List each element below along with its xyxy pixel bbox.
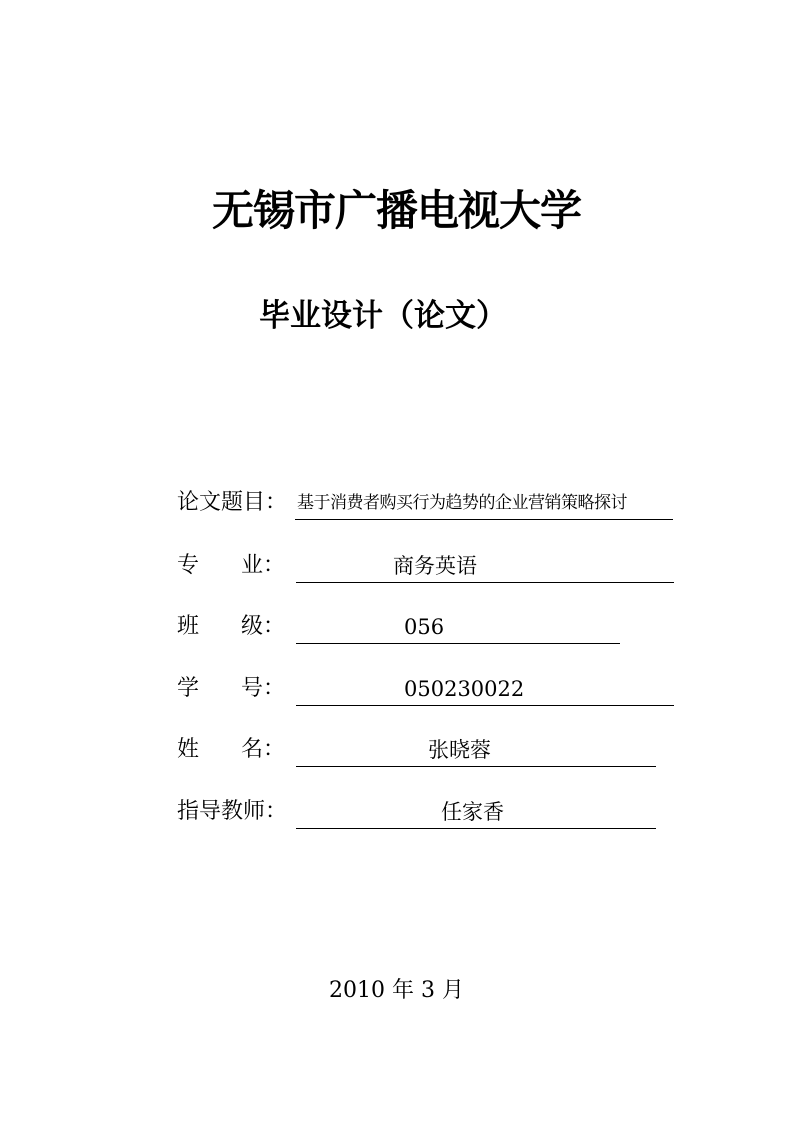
major-underline bbox=[296, 582, 674, 583]
university-name: 无锡市广播电视大学 bbox=[211, 186, 581, 235]
student-id-underline bbox=[296, 705, 674, 706]
thesis-title-underline bbox=[295, 519, 673, 520]
name-label: 姓 名： bbox=[177, 737, 285, 762]
name-value: 张晓蓉 bbox=[428, 738, 491, 762]
class-underline bbox=[296, 643, 620, 644]
submission-date: 2010 年 3 月 bbox=[329, 978, 464, 1003]
major-value: 商务英语 bbox=[393, 554, 477, 578]
thesis-title-row bbox=[177, 482, 697, 522]
class-row bbox=[177, 606, 697, 646]
class-value: 056 bbox=[404, 615, 445, 639]
thesis-title-label: 论文题目： bbox=[177, 490, 288, 515]
name-underline bbox=[296, 766, 656, 767]
name-row bbox=[177, 729, 697, 769]
major-label: 专 业： bbox=[177, 553, 285, 578]
student-id-value: 050230022 bbox=[404, 677, 525, 701]
student-id-label: 学 号： bbox=[177, 676, 285, 701]
advisor-row bbox=[177, 791, 697, 831]
document-type: 毕业设计（论文） bbox=[259, 298, 507, 334]
advisor-value: 任家香 bbox=[441, 800, 504, 824]
student-id-row bbox=[177, 668, 697, 708]
advisor-label: 指导教师： bbox=[177, 799, 288, 824]
class-label: 班 级： bbox=[177, 614, 285, 639]
thesis-title-value: 基于消费者购买行为趋势的企业营销策略探讨 bbox=[297, 493, 627, 513]
advisor-underline bbox=[296, 828, 656, 829]
major-row bbox=[177, 545, 697, 585]
